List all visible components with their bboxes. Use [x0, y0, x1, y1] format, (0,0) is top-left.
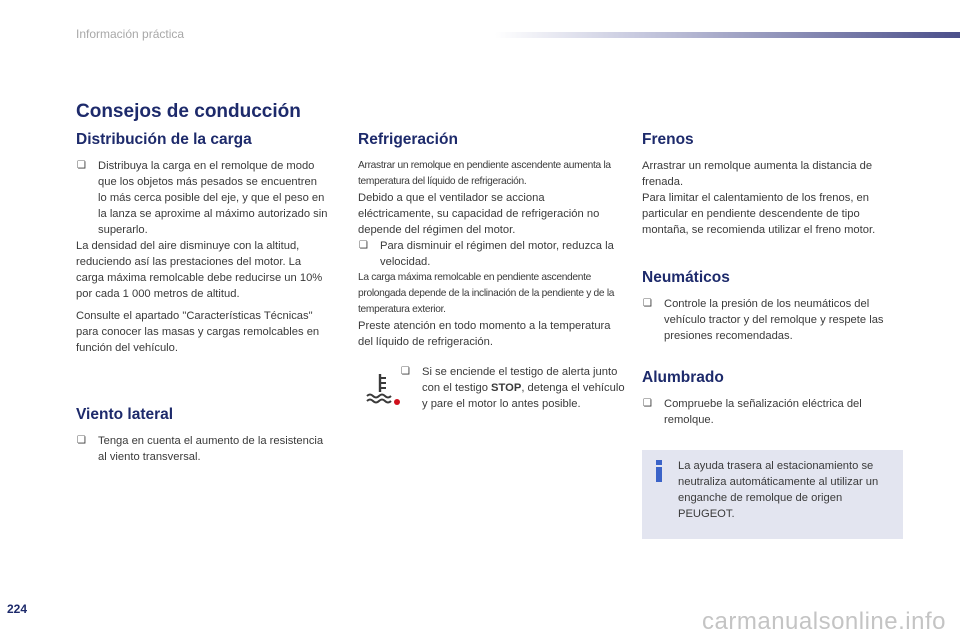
section-title-neumaticos: Neumáticos [642, 269, 730, 286]
check-box-bullet-icon: ❏ [401, 366, 410, 377]
page-number: 224 [7, 602, 28, 616]
bullet-item [358, 238, 618, 270]
bullet-text: Compruebe la señalización eléctrica del remolque. [664, 398, 862, 426]
bullet-text: Para disminuir el régimen del motor, reduzca la velocidad. [380, 240, 614, 268]
paragraph: Para limitar el calentamiento de los frenos, en particular en pendiente descendente de tipo montaña, se recomienda utilizar el freno motor. [642, 192, 876, 236]
warning-stop-label: STOP [491, 382, 522, 394]
bullet-item [642, 296, 904, 344]
section-refrigeracion [358, 130, 618, 350]
section-title-distribucion: Distribución de la carga [76, 131, 252, 148]
bullet-text: Controle la presión de los neumáticos del vehículo tractor y del remolque y respete las presiones recomendadas. [664, 298, 884, 342]
info-icon [654, 460, 664, 482]
section-neumaticos [642, 268, 904, 344]
section-viento [76, 405, 328, 465]
header-gradient-bar [495, 32, 960, 38]
paragraph: Arrastrar un remolque aumenta la distancia de frenada. [642, 160, 873, 188]
check-box-bullet-icon: ❏ [77, 435, 86, 446]
bullet-item [642, 396, 904, 428]
bullet-text: Distribuya la carga en el remolque de modo que los objetos más pesados se encuentren lo más cerca posible del eje, y que el peso en la lanza se aproxime al máximo autorizado sin superarlo. [98, 160, 328, 236]
paragraph: Debido a que el ventilador se acciona eléctricamente, su capacidad de refrigeración no depende del régimen del motor. [358, 192, 600, 236]
info-box [642, 450, 903, 539]
section-distribucion [76, 130, 328, 356]
check-box-bullet-icon: ❏ [359, 240, 368, 251]
paragraph: La densidad del aire disminuye con la altitud, reduciendo así las prestaciones del motor. La carga máxima remolcable debe reducirse un 10% por cada 1 000 metros de altitud. [76, 240, 323, 300]
info-text: La ayuda trasera al estacionamiento se neutraliza automáticamente al utilizar un enganche de remolque de origen PEUGEOT. [678, 460, 879, 520]
warning-text-end: , detenga el vehículo y pare el motor lo antes posible. [422, 382, 625, 410]
section-title-alumbrado: Alumbrado [642, 369, 724, 386]
paragraph: Consulte el apartado "Características Técnicas" para conocer las masas y cargas remolcables en función del vehículo. [76, 310, 320, 354]
bullet-text: Tenga en cuenta el aumento de la resistencia al viento transversal. [98, 435, 324, 463]
page-title: Consejos de conducción [76, 101, 301, 122]
warning-text: Si se enciende el testigo de alerta junto con el testigo [422, 366, 618, 394]
bullet-item [400, 364, 632, 412]
section-alumbrado [642, 368, 904, 428]
bullet-item [76, 433, 328, 465]
section-title-refrigeracion: Refrigeración [358, 131, 458, 148]
section-title-frenos: Frenos [642, 131, 694, 148]
section-title-viento: Viento lateral [76, 406, 174, 423]
paragraph: La carga máxima remolcable en pendiente ascendente prolongada depende de la inclinación de la pendiente y de la temperatura exterior. [358, 272, 615, 315]
watermark: carmanualsonline.info [702, 608, 946, 635]
section-frenos [642, 130, 904, 238]
section-header: Información práctica [76, 27, 185, 41]
coolant-temperature-warning-icon [364, 370, 404, 410]
check-box-bullet-icon: ❏ [643, 298, 652, 309]
paragraph: Preste atención en todo momento a la temperatura del líquido de refrigeración. [358, 320, 611, 348]
paragraph: Arrastrar un remolque en pendiente ascendente aumenta la temperatura del líquido de refrigeración. [358, 160, 611, 187]
check-box-bullet-icon: ❏ [77, 160, 86, 171]
check-box-bullet-icon: ❏ [643, 398, 652, 409]
bullet-item [76, 158, 328, 238]
